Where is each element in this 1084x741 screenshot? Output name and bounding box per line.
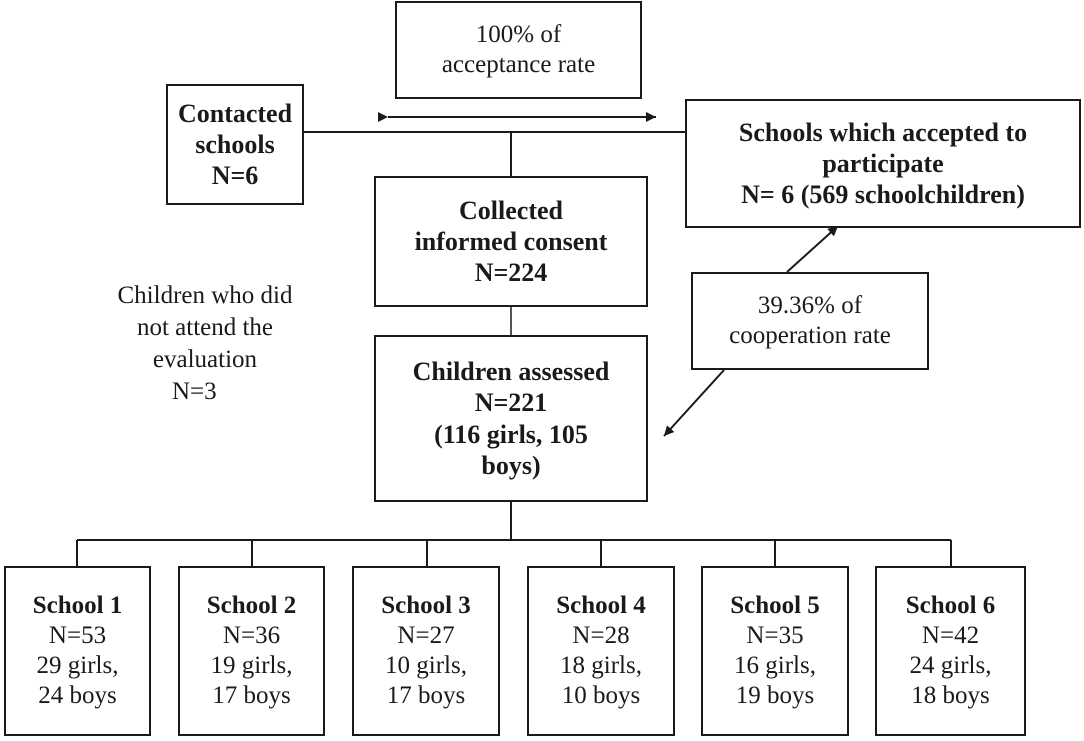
school-name: School 6 xyxy=(905,592,996,619)
school-name: School 3 xyxy=(381,592,471,619)
school-boys: 24 boys xyxy=(38,682,117,709)
accepted-line-2: participate xyxy=(822,148,944,178)
accepted-schools-box xyxy=(685,99,1081,228)
school-5-box xyxy=(701,566,849,736)
school-3-box xyxy=(352,566,500,736)
assessed-line-3: (116 girls, 105 xyxy=(434,419,588,449)
school-boys: 17 boys xyxy=(212,682,291,709)
acceptance-line-1: 100% of xyxy=(475,21,562,48)
cooperation-rate-box xyxy=(691,272,929,370)
school-boys: 18 boys xyxy=(911,682,990,709)
consent-box xyxy=(374,176,648,307)
school-boys: 17 boys xyxy=(386,682,466,709)
cooperation-arrow-up xyxy=(787,226,838,272)
accepted-count: N= 6 (569 schoolchildren) xyxy=(741,180,1025,210)
not-attend-line-1: Children who did xyxy=(117,282,293,309)
consent-line-1: Collected xyxy=(459,195,563,225)
cooperation-arrow-down xyxy=(664,370,724,436)
school-6-box xyxy=(875,566,1026,736)
cooperation-line-1: 39.36% of xyxy=(757,292,863,319)
accepted-line-1: Schools which accepted to xyxy=(738,117,1028,147)
acceptance-line-2: acceptance rate xyxy=(441,51,596,78)
cooperation-line-2: cooperation rate xyxy=(729,322,891,349)
school-boys: 10 boys xyxy=(561,682,641,709)
school-girls: 10 girls, xyxy=(385,652,467,679)
assessed-line-4: boys) xyxy=(481,450,541,480)
school-count: N=36 xyxy=(222,622,281,649)
school-girls: 18 girls, xyxy=(560,652,642,679)
school-count: N=35 xyxy=(746,622,804,649)
school-name: School 4 xyxy=(556,592,646,619)
school-name: School 2 xyxy=(206,592,297,619)
acceptance-rate-box xyxy=(395,1,642,99)
contacted-schools-box xyxy=(166,84,304,205)
school-count: N=27 xyxy=(397,622,455,649)
school-count: N=53 xyxy=(48,622,107,649)
school-count: N=28 xyxy=(572,622,630,649)
assessed-count: N=221 xyxy=(474,388,548,418)
school-name: School 5 xyxy=(730,592,820,619)
school-girls: 16 girls, xyxy=(734,652,816,679)
not-attend-count: N=3 xyxy=(172,378,217,405)
contacted-count: N=6 xyxy=(211,161,259,191)
not-attended-note xyxy=(70,280,340,408)
contacted-line-2: schools xyxy=(195,129,275,159)
consent-count: N=224 xyxy=(474,258,548,288)
school-girls: 29 girls, xyxy=(36,652,119,679)
assessed-line-1: Children assessed xyxy=(412,357,610,387)
school-4-box xyxy=(527,566,675,736)
school-girls: 24 girls, xyxy=(909,652,992,679)
school-2-box xyxy=(178,566,325,736)
school-name: School 1 xyxy=(32,592,123,619)
children-assessed-box xyxy=(374,335,648,502)
not-attend-line-2: not attend the xyxy=(136,314,274,341)
consent-line-2: informed consent xyxy=(414,226,608,256)
not-attend-line-3: evaluation xyxy=(152,346,258,373)
school-girls: 19 girls, xyxy=(210,652,293,679)
school-boys: 19 boys xyxy=(735,682,815,709)
school-count: N=42 xyxy=(921,622,980,649)
contacted-line-1: Contacted xyxy=(177,98,293,128)
school-1-box xyxy=(4,566,151,736)
